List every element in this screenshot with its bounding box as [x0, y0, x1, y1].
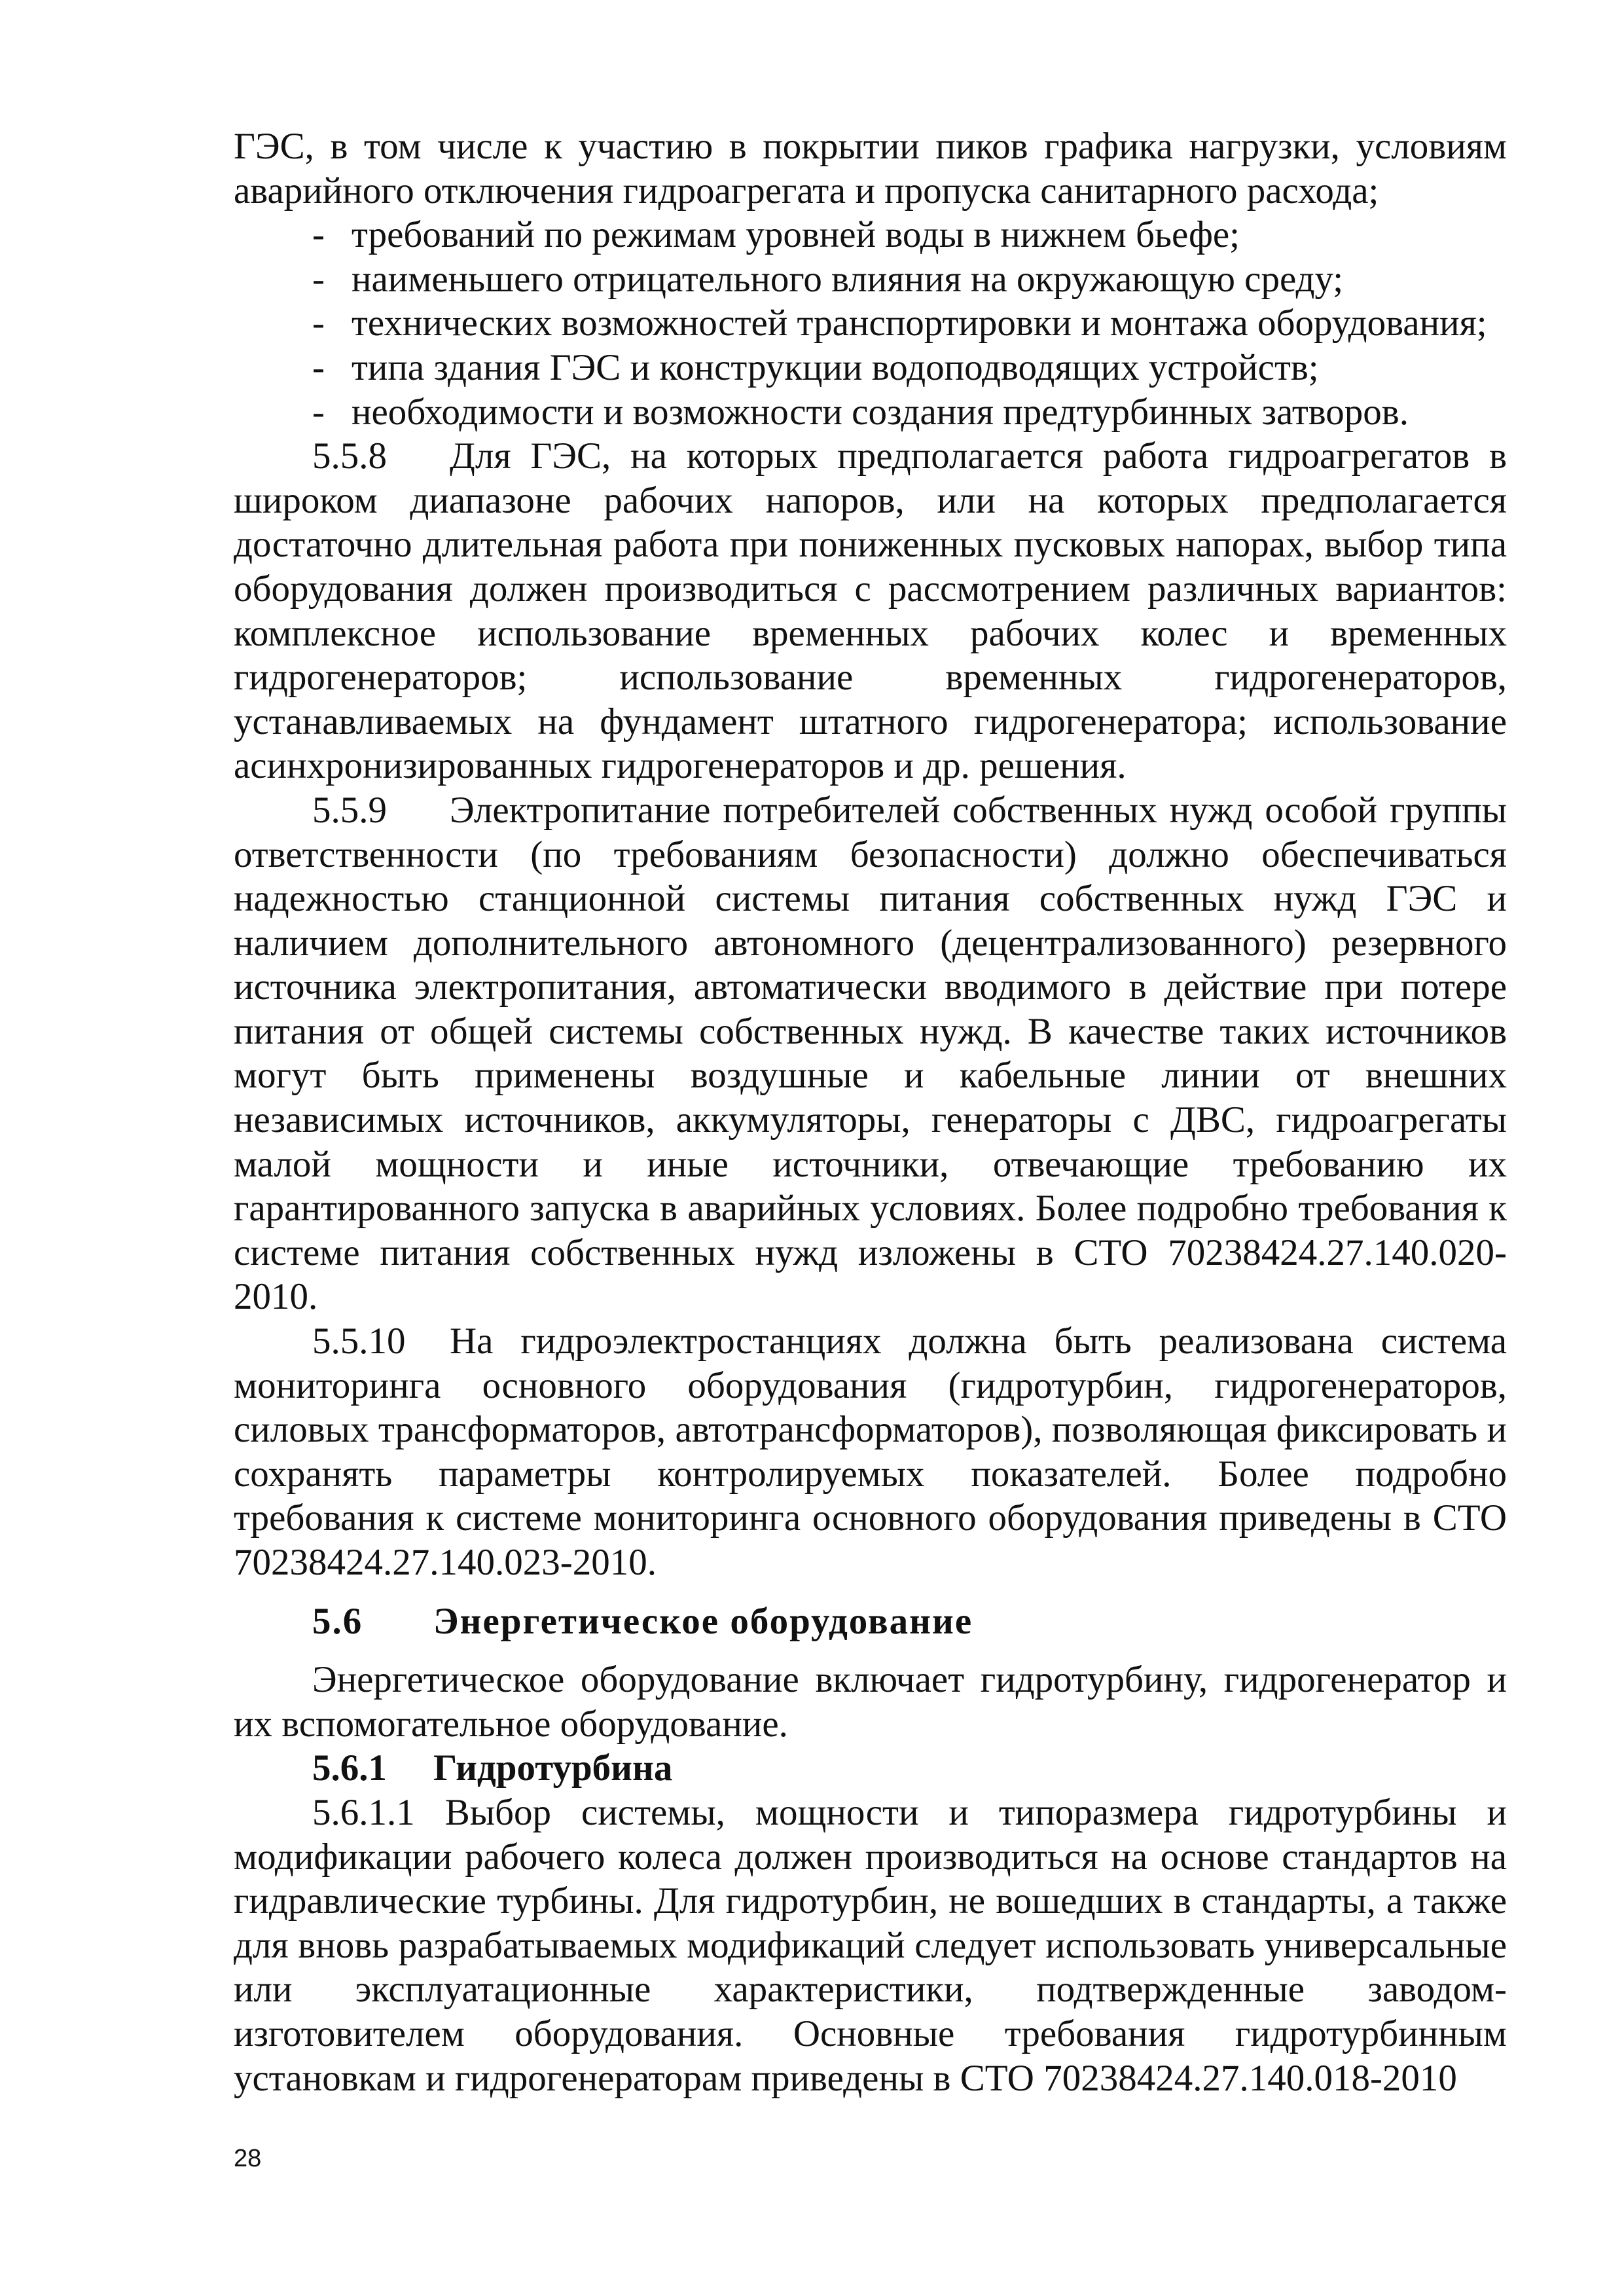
section-intro: Энергетическое оборудование включает гидротурбину, гидрогенератор и их вспомогательное оборудование. — [234, 1659, 1507, 1745]
list-item — [234, 213, 1507, 257]
section-number: 5.6 — [312, 1600, 363, 1642]
list-dash: - — [312, 214, 325, 256]
clause-number: 5.5.10 — [312, 1321, 406, 1362]
list-item-text: типа здания ГЭС и конструкции водоподводящих устройств; — [352, 346, 1319, 388]
list-dash: - — [312, 346, 325, 388]
list-item-text: необходимости и возможности создания предтурбинных затворов. — [352, 391, 1409, 433]
clause-text: На гидроэлектростанциях должна быть реализована система мониторинга основного оборудования (гидротурбин, гидрогенераторов, силовых трансформаторов, автотрансформаторов), позволяющая фиксировать и сохранять параметры контролируемых показателей. Более подробно требования к системе мониторинга основного оборудования приведены в СТО 70238424.27.140.023-2010. — [234, 1321, 1507, 1583]
list-item — [234, 346, 1507, 390]
list-item-text: технических возможностей транспортировки и монтажа оборудования; — [352, 302, 1487, 344]
subsection-title: Гидротурбина — [433, 1747, 673, 1789]
section-heading — [234, 1599, 1507, 1644]
clause-5-5-10 — [234, 1319, 1507, 1585]
list-dash: - — [312, 258, 325, 300]
clause-5-5-8 — [234, 434, 1507, 788]
clause-number: 5.5.9 — [312, 789, 387, 831]
clause-5-6-1-1: 5.6.1.1 Выбор системы, мощности и типоразмера гидротурбины и модификации рабочего колеса должен производиться на основе стандартов на гидравлические турбины. Для гидротурбин, не вошедших в стандарты, а также для вновь разрабатываемых модификаций следует использовать универсальные или эксплуатационные характеристики, подтвержденные заводом-изготовителем оборудования. Основные требования гидротурбинным установкам и гидрогенераторам приведены в СТО 70238424.27.140.018-2010 — [234, 1791, 1507, 2099]
subsection-heading — [234, 1746, 1507, 1791]
list-dash: - — [312, 302, 325, 344]
list-item — [234, 301, 1507, 346]
clause-text: Электропитание потребителей собственных нужд особой группы ответственности (по требованиям безопасности) должно обеспечиваться надежностью станционной системы питания собственных нужд ГЭС и наличием дополнительного автономного (децентрализованного) резервного источника электропитания, автоматически вводимого в действие при потере питания от общей системы собственных нужд. В качестве таких источников могут быть применены воздушные и кабельные линии от внешних независимых источников, аккумуляторы, генераторы с ДВС, гидроагрегаты малой мощности и иные источники, отвечающие требованию их гарантированного запуска в аварийных условиях. Более подробно требования к системе питания собственных нужд изложены в СТО 70238424.27.140.020-2010. — [234, 789, 1507, 1318]
list-dash: - — [312, 391, 325, 433]
subsection-number: 5.6.1 — [312, 1747, 387, 1789]
clause-number: 5.5.8 — [312, 435, 387, 477]
list-item-text: наименьшего отрицательного влияния на окружающую среду; — [352, 258, 1344, 300]
list-item — [234, 257, 1507, 302]
section-title: Энергетическое оборудование — [433, 1600, 973, 1642]
clause-text: Для ГЭС, на которых предполагается работа гидроагрегатов в широком диапазоне рабочих напоров, или на которых предполагается достаточно длительная работа при пониженных пусковых напорах, выбор типа оборудования должен производиться с рассмотрением различных вариантов: комплексное использование временных рабочих колес и временных гидрогенераторов; использование временных гидрогенераторов, устанавливаемых на фундамент штатного гидрогенератора; использование асинхронизированных гидрогенераторов и др. решения. — [234, 435, 1507, 787]
continuation-paragraph: ГЭС, в том числе к участию в покрытии пиков графика нагрузки, условиям аварийного отключения гидроагрегата и пропуска санитарного расхода; — [234, 126, 1507, 211]
clause-5-5-9 — [234, 788, 1507, 1319]
list-item — [234, 390, 1507, 435]
document-page — [234, 124, 1507, 2100]
list-item-text: требований по режимам уровней воды в нижнем бьефе; — [352, 214, 1240, 256]
page-number: 28 — [234, 2145, 262, 2172]
